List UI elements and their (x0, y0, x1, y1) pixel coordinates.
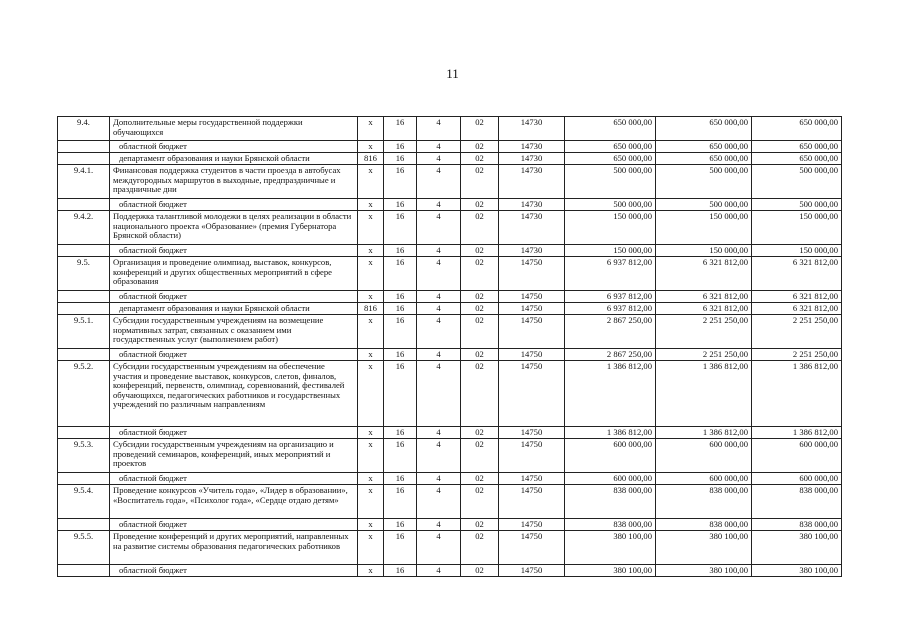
row-program-code: 02 (461, 439, 499, 473)
table-row (58, 117, 842, 141)
row-grbs-code: x (358, 199, 384, 211)
row-section-code: 16 (384, 211, 417, 245)
row-number: 9.5.4. (58, 485, 110, 519)
row-number (58, 245, 110, 257)
row-number (58, 519, 110, 531)
row-amount-year-1: 650 000,00 (565, 153, 656, 165)
row-amount-year-1: 650 000,00 (565, 141, 656, 153)
row-amount-year-1: 500 000,00 (565, 165, 656, 199)
row-amount-year-3: 6 321 812,00 (752, 291, 842, 303)
row-amount-year-3: 650 000,00 (752, 153, 842, 165)
row-section-code: 16 (384, 291, 417, 303)
table-row (58, 427, 842, 439)
row-number (58, 303, 110, 315)
row-grbs-code: x (358, 291, 384, 303)
row-subsection-code: 4 (417, 165, 461, 199)
row-grbs-code: x (358, 117, 384, 141)
row-amount-year-2: 150 000,00 (656, 245, 752, 257)
row-amount-year-3: 600 000,00 (752, 473, 842, 485)
row-section-code: 16 (384, 141, 417, 153)
row-amount-year-2: 650 000,00 (656, 141, 752, 153)
row-grbs-code: x (358, 211, 384, 245)
row-number (58, 153, 110, 165)
row-amount-year-3: 150 000,00 (752, 211, 842, 245)
row-program-code: 02 (461, 165, 499, 199)
table-row (58, 565, 842, 577)
table-row (58, 291, 842, 303)
row-amount-year-1: 2 867 250,00 (565, 349, 656, 361)
row-name: департамент образования и науки Брянской области (110, 153, 358, 165)
row-grbs-code: 816 (358, 153, 384, 165)
row-program-code: 02 (461, 199, 499, 211)
row-amount-year-2: 500 000,00 (656, 165, 752, 199)
row-amount-year-3: 1 386 812,00 (752, 427, 842, 439)
row-amount-year-3: 150 000,00 (752, 245, 842, 257)
row-target-code: 14730 (499, 199, 565, 211)
row-amount-year-3: 650 000,00 (752, 141, 842, 153)
table-row (58, 141, 842, 153)
row-amount-year-2: 2 251 250,00 (656, 349, 752, 361)
row-number: 9.4.1. (58, 165, 110, 199)
row-number (58, 349, 110, 361)
row-amount-year-3: 380 100,00 (752, 531, 842, 565)
row-amount-year-1: 380 100,00 (565, 565, 656, 577)
row-amount-year-3: 838 000,00 (752, 519, 842, 531)
row-amount-year-2: 838 000,00 (656, 519, 752, 531)
row-program-code: 02 (461, 361, 499, 427)
row-section-code: 16 (384, 361, 417, 427)
row-section-code: 16 (384, 199, 417, 211)
row-amount-year-2: 600 000,00 (656, 473, 752, 485)
row-amount-year-1: 380 100,00 (565, 531, 656, 565)
row-target-code: 14730 (499, 211, 565, 245)
row-number: 9.5. (58, 257, 110, 291)
row-section-code: 16 (384, 427, 417, 439)
row-number (58, 141, 110, 153)
row-target-code: 14750 (499, 291, 565, 303)
row-name: областной бюджет (110, 519, 358, 531)
row-section-code: 16 (384, 473, 417, 485)
row-subsection-code: 4 (417, 153, 461, 165)
row-name: Финансовая поддержка студентов в части проезда в автобусах междугородных маршрутов в выходные, предпраздничные и праздничные дни (110, 165, 358, 199)
row-section-code: 16 (384, 485, 417, 519)
row-subsection-code: 4 (417, 565, 461, 577)
row-section-code: 16 (384, 519, 417, 531)
row-grbs-code: x (358, 439, 384, 473)
row-amount-year-2: 150 000,00 (656, 211, 752, 245)
row-target-code: 14750 (499, 439, 565, 473)
row-program-code: 02 (461, 117, 499, 141)
row-amount-year-1: 838 000,00 (565, 519, 656, 531)
row-target-code: 14750 (499, 531, 565, 565)
table-row (58, 315, 842, 349)
row-number (58, 291, 110, 303)
row-amount-year-3: 6 321 812,00 (752, 303, 842, 315)
row-grbs-code: x (358, 245, 384, 257)
row-amount-year-3: 1 386 812,00 (752, 361, 842, 427)
row-target-code: 14750 (499, 361, 565, 427)
row-amount-year-2: 380 100,00 (656, 565, 752, 577)
table-row (58, 211, 842, 245)
row-number: 9.5.1. (58, 315, 110, 349)
row-name: Субсидии государственным учреждениям на обеспечение участия и проведение выставок, конкурсов, слетов, финалов, конференций, первенств, олимпиад, соревнований, фестивалей обучающихся, педагогических работников и государственных учреждений по различным направлениям (110, 361, 358, 427)
row-name: областной бюджет (110, 245, 358, 257)
table-row (58, 349, 842, 361)
row-target-code: 14750 (499, 485, 565, 519)
budget-table (57, 116, 842, 577)
row-subsection-code: 4 (417, 531, 461, 565)
row-program-code: 02 (461, 153, 499, 165)
table-row (58, 153, 842, 165)
row-amount-year-1: 838 000,00 (565, 485, 656, 519)
row-number: 9.5.5. (58, 531, 110, 565)
row-section-code: 16 (384, 315, 417, 349)
table-row (58, 439, 842, 473)
row-name: Субсидии государственным учреждениям на организацию и проведений семинаров, конференций, иных мероприятий и проектов (110, 439, 358, 473)
table-row (58, 485, 842, 519)
row-target-code: 14750 (499, 473, 565, 485)
row-subsection-code: 4 (417, 303, 461, 315)
row-section-code: 16 (384, 531, 417, 565)
row-amount-year-1: 6 937 812,00 (565, 291, 656, 303)
row-program-code: 02 (461, 141, 499, 153)
row-program-code: 02 (461, 427, 499, 439)
row-amount-year-3: 380 100,00 (752, 565, 842, 577)
row-amount-year-2: 6 321 812,00 (656, 303, 752, 315)
row-subsection-code: 4 (417, 141, 461, 153)
row-amount-year-2: 380 100,00 (656, 531, 752, 565)
row-subsection-code: 4 (417, 349, 461, 361)
row-target-code: 14730 (499, 165, 565, 199)
row-section-code: 16 (384, 565, 417, 577)
row-section-code: 16 (384, 439, 417, 473)
row-name: Поддержка талантливой молодежи в целях реализации в области национального проекта «Образование» (премия Губернатора Брянской области) (110, 211, 358, 245)
row-name: областной бюджет (110, 473, 358, 485)
row-amount-year-3: 2 251 250,00 (752, 349, 842, 361)
row-name: областной бюджет (110, 291, 358, 303)
row-name: департамент образования и науки Брянской области (110, 303, 358, 315)
row-subsection-code: 4 (417, 361, 461, 427)
row-subsection-code: 4 (417, 257, 461, 291)
row-grbs-code: x (358, 531, 384, 565)
table-row (58, 245, 842, 257)
table-row (58, 165, 842, 199)
row-program-code: 02 (461, 303, 499, 315)
row-grbs-code: x (358, 473, 384, 485)
row-program-code: 02 (461, 315, 499, 349)
row-target-code: 14750 (499, 315, 565, 349)
row-subsection-code: 4 (417, 211, 461, 245)
row-subsection-code: 4 (417, 117, 461, 141)
row-name: Субсидии государственным учреждениям на возмещение нормативных затрат, связанных с оказанием ими государственных услуг (выполнением работ) (110, 315, 358, 349)
table-body (58, 117, 842, 577)
row-grbs-code: x (358, 165, 384, 199)
row-grbs-code: x (358, 485, 384, 519)
row-name: областной бюджет (110, 199, 358, 211)
row-amount-year-2: 6 321 812,00 (656, 257, 752, 291)
row-amount-year-2: 6 321 812,00 (656, 291, 752, 303)
table-row (58, 519, 842, 531)
row-section-code: 16 (384, 165, 417, 199)
row-grbs-code: 816 (358, 303, 384, 315)
row-amount-year-1: 600 000,00 (565, 439, 656, 473)
row-number (58, 565, 110, 577)
row-subsection-code: 4 (417, 315, 461, 349)
row-amount-year-2: 600 000,00 (656, 439, 752, 473)
row-grbs-code: x (358, 315, 384, 349)
row-subsection-code: 4 (417, 245, 461, 257)
row-grbs-code: x (358, 361, 384, 427)
row-section-code: 16 (384, 257, 417, 291)
row-program-code: 02 (461, 211, 499, 245)
row-section-code: 16 (384, 349, 417, 361)
row-amount-year-3: 500 000,00 (752, 199, 842, 211)
row-program-code: 02 (461, 291, 499, 303)
row-grbs-code: x (358, 519, 384, 531)
row-name: областной бюджет (110, 349, 358, 361)
row-subsection-code: 4 (417, 485, 461, 519)
row-name: Проведение конференций и других мероприятий, направленных на развитие системы образования педагогических работников (110, 531, 358, 565)
row-amount-year-2: 2 251 250,00 (656, 315, 752, 349)
row-amount-year-3: 500 000,00 (752, 165, 842, 199)
row-name: Организация и проведение олимпиад, выставок, конкурсов, конференций и других общественных мероприятий в сфере образования (110, 257, 358, 291)
row-amount-year-1: 150 000,00 (565, 245, 656, 257)
row-program-code: 02 (461, 531, 499, 565)
row-target-code: 14750 (499, 565, 565, 577)
row-section-code: 16 (384, 153, 417, 165)
row-subsection-code: 4 (417, 427, 461, 439)
row-grbs-code: x (358, 427, 384, 439)
row-name: Проведение конкурсов «Учитель года», «Лидер в образовании», «Воспитатель года», «Психолог года», «Сердце отдаю детям» (110, 485, 358, 519)
row-subsection-code: 4 (417, 473, 461, 485)
row-amount-year-3: 838 000,00 (752, 485, 842, 519)
row-target-code: 14730 (499, 153, 565, 165)
row-target-code: 14750 (499, 257, 565, 291)
row-number: 9.5.3. (58, 439, 110, 473)
row-amount-year-1: 2 867 250,00 (565, 315, 656, 349)
row-amount-year-2: 1 386 812,00 (656, 361, 752, 427)
row-section-code: 16 (384, 245, 417, 257)
row-program-code: 02 (461, 245, 499, 257)
row-subsection-code: 4 (417, 519, 461, 531)
row-program-code: 02 (461, 565, 499, 577)
row-name: областной бюджет (110, 565, 358, 577)
row-section-code: 16 (384, 117, 417, 141)
row-amount-year-1: 500 000,00 (565, 199, 656, 211)
row-subsection-code: 4 (417, 199, 461, 211)
row-amount-year-3: 2 251 250,00 (752, 315, 842, 349)
table-row (58, 531, 842, 565)
row-grbs-code: x (358, 141, 384, 153)
row-amount-year-3: 6 321 812,00 (752, 257, 842, 291)
row-grbs-code: x (358, 565, 384, 577)
row-amount-year-2: 650 000,00 (656, 117, 752, 141)
table-row (58, 473, 842, 485)
row-amount-year-1: 6 937 812,00 (565, 303, 656, 315)
table-row (58, 303, 842, 315)
table-row (58, 199, 842, 211)
row-number (58, 473, 110, 485)
row-target-code: 14730 (499, 141, 565, 153)
row-program-code: 02 (461, 257, 499, 291)
row-number (58, 427, 110, 439)
row-number: 9.5.2. (58, 361, 110, 427)
row-target-code: 14750 (499, 303, 565, 315)
row-amount-year-1: 150 000,00 (565, 211, 656, 245)
page-number: 11 (446, 66, 459, 81)
row-amount-year-3: 600 000,00 (752, 439, 842, 473)
row-amount-year-2: 1 386 812,00 (656, 427, 752, 439)
row-amount-year-1: 650 000,00 (565, 117, 656, 141)
row-target-code: 14730 (499, 245, 565, 257)
row-program-code: 02 (461, 473, 499, 485)
row-subsection-code: 4 (417, 291, 461, 303)
row-number: 9.4.2. (58, 211, 110, 245)
row-name: областной бюджет (110, 141, 358, 153)
row-target-code: 14730 (499, 117, 565, 141)
row-name: областной бюджет (110, 427, 358, 439)
row-amount-year-1: 600 000,00 (565, 473, 656, 485)
row-program-code: 02 (461, 349, 499, 361)
row-target-code: 14750 (499, 427, 565, 439)
row-amount-year-2: 500 000,00 (656, 199, 752, 211)
row-subsection-code: 4 (417, 439, 461, 473)
row-amount-year-1: 1 386 812,00 (565, 361, 656, 427)
row-amount-year-3: 650 000,00 (752, 117, 842, 141)
row-amount-year-1: 6 937 812,00 (565, 257, 656, 291)
table-row (58, 257, 842, 291)
row-program-code: 02 (461, 519, 499, 531)
row-target-code: 14750 (499, 519, 565, 531)
row-number (58, 199, 110, 211)
row-program-code: 02 (461, 485, 499, 519)
row-grbs-code: x (358, 349, 384, 361)
row-grbs-code: x (358, 257, 384, 291)
row-amount-year-1: 1 386 812,00 (565, 427, 656, 439)
row-target-code: 14750 (499, 349, 565, 361)
row-number: 9.4. (58, 117, 110, 141)
row-section-code: 16 (384, 303, 417, 315)
table-row (58, 361, 842, 427)
row-name: Дополнительные меры государственной поддержки обучающихся (110, 117, 358, 141)
row-amount-year-2: 838 000,00 (656, 485, 752, 519)
row-amount-year-2: 650 000,00 (656, 153, 752, 165)
